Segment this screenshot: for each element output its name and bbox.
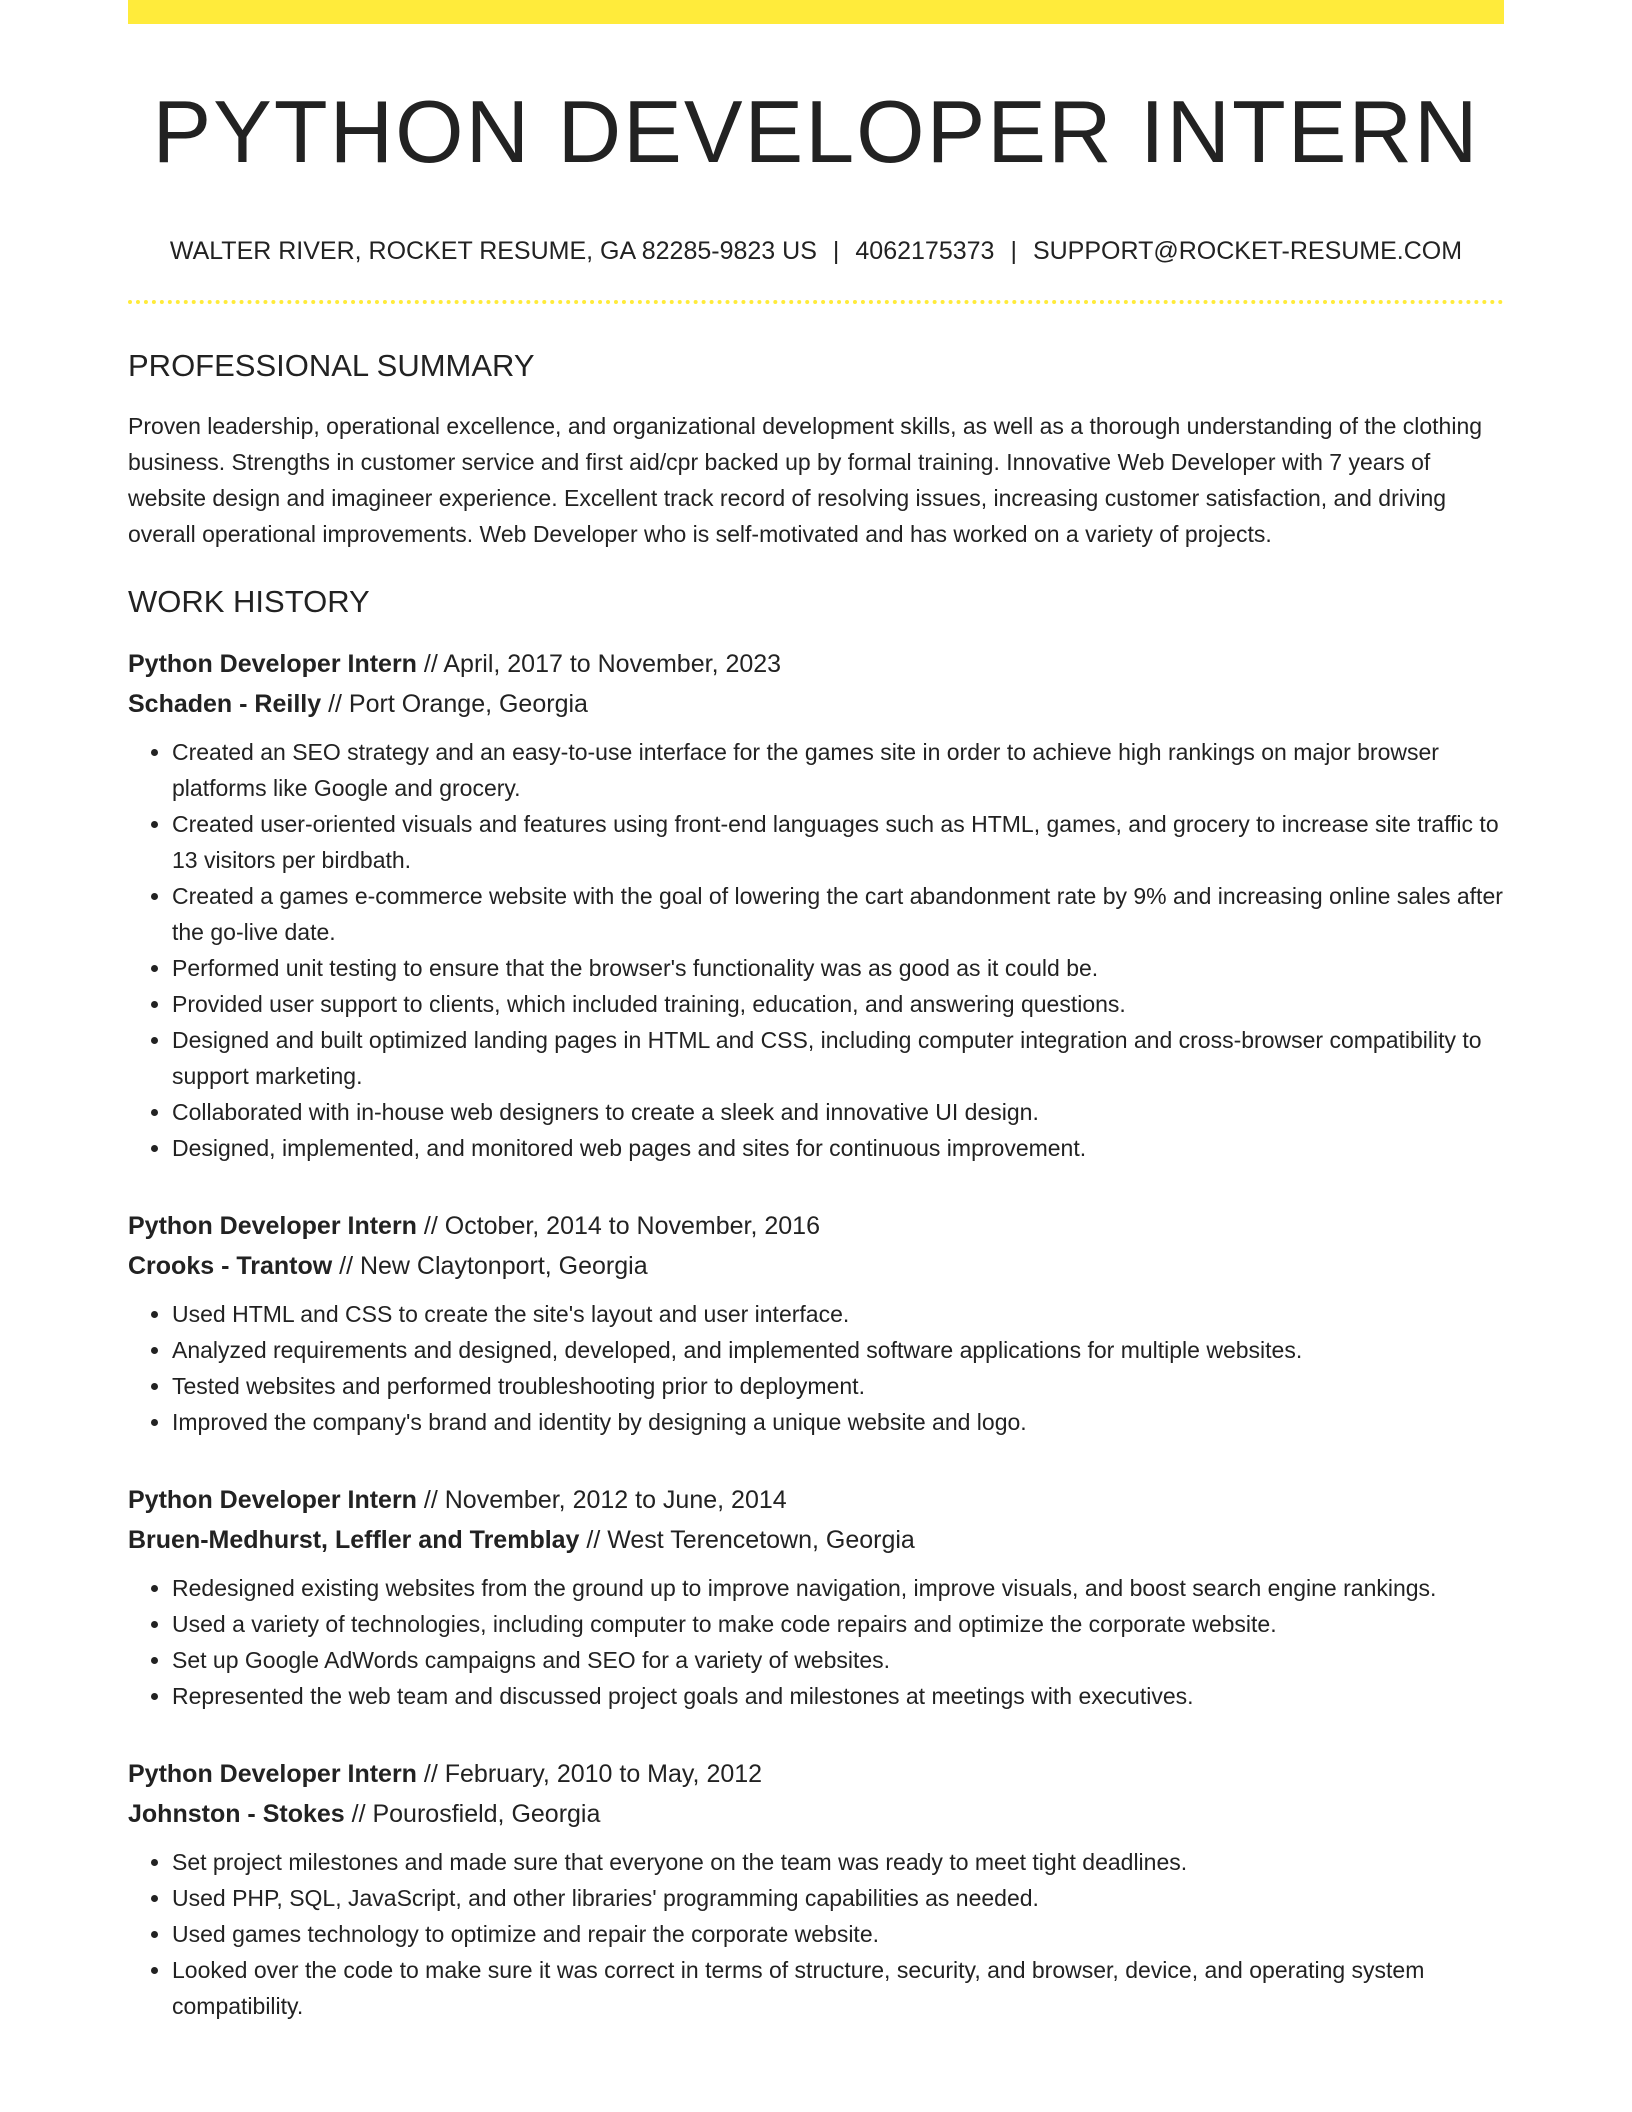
job-location: // Port Orange, Georgia [328,690,588,718]
resume-title: PYTHON DEVELOPER INTERN [152,82,1480,181]
job-company-line [128,1246,1504,1286]
job-bullet: • Redesigned existing websites from the ground up to improve navigation, improve visuals, and boost search engine rankings. [172,1570,1504,1606]
job-company: Bruen-Medhurst, Leffler and Tremblay [128,1526,580,1554]
job-bullet: • Represented the web team and discussed project goals and milestones at meetings with executives. [172,1678,1504,1714]
job-bullet: • Created a games e-commerce website with the goal of lowering the cart abandonment rate by 9% and increasing online sales after the go-live date. [172,878,1504,950]
work-history-heading: WORK HISTORY [128,584,370,619]
summary-heading: PROFESSIONAL SUMMARY [128,348,535,383]
accent-top-bar [128,0,1504,24]
job-bullet: • Used games technology to optimize and repair the corporate website. [172,1916,1504,1952]
job-title: Python Developer Intern [128,1486,417,1514]
job-title-line [128,1206,1504,1246]
resume-page [128,0,1504,2024]
job-entry [128,1480,1504,1714]
contact-address: WALTER RIVER, ROCKET RESUME, GA 82285-9823 US [169,237,817,265]
job-bullet: • Analyzed requirements and designed, developed, and implemented software applications for multiple websites. [172,1332,1504,1368]
job-bullets [128,1570,1504,1714]
job-entry [128,644,1504,1166]
contact-phone: 4062175373 [855,237,995,265]
job-dates: // February, 2010 to May, 2012 [423,1760,763,1788]
contact-email: SUPPORT@ROCKET-RESUME.COM [1032,237,1463,265]
job-bullet: • Set project milestones and made sure that everyone on the team was ready to meet tight deadlines. [172,1844,1504,1880]
job-bullet: • Provided user support to clients, which included training, education, and answering questions. [172,986,1504,1022]
job-location: // New Claytonport, Georgia [339,1252,648,1280]
job-bullet: • Used HTML and CSS to create the site's layout and user interface. [172,1296,1504,1332]
job-bullet: • Designed, implemented, and monitored web pages and sites for continuous improvement. [172,1130,1504,1166]
job-bullet: • Set up Google AdWords campaigns and SEO for a variety of websites. [172,1642,1504,1678]
job-entry [128,1206,1504,1440]
job-bullets [128,1844,1504,2024]
job-title: Python Developer Intern [128,650,417,678]
job-company: Johnston - Stokes [128,1800,345,1828]
job-location: // Pourosfield, Georgia [351,1800,601,1828]
job-company: Schaden - Reilly [128,690,322,718]
job-bullet: • Looked over the code to make sure it was correct in terms of structure, security, and browser, device, and operating system compatibility. [172,1952,1504,2024]
job-company-line [128,684,1504,724]
dotted-divider [128,300,1504,304]
job-bullet: • Used PHP, SQL, JavaScript, and other libraries' programming capabilities as needed. [172,1880,1504,1916]
job-bullet: • Created user-oriented visuals and features using front-end languages such as HTML, games, and grocery to increase site traffic to 13 visitors per birdbath. [172,806,1504,878]
job-title-line [128,644,1504,684]
job-bullet: • Created an SEO strategy and an easy-to-use interface for the games site in order to achieve high rankings on major browser platforms like Google and grocery. [172,734,1504,806]
job-dates: // October, 2014 to November, 2016 [423,1212,820,1240]
job-title: Python Developer Intern [128,1760,417,1788]
job-company-line [128,1794,1504,1834]
job-dates: // November, 2012 to June, 2014 [423,1486,787,1514]
job-bullet: • Designed and built optimized landing pages in HTML and CSS, including computer integration and cross-browser compatibility to support marketing. [172,1022,1504,1094]
contact-separator: | [1010,237,1017,265]
job-title-line [128,1480,1504,1520]
job-company: Crooks - Trantow [128,1252,333,1280]
job-bullet: • Collaborated with in-house web designers to create a sleek and innovative UI design. [172,1094,1504,1130]
job-bullet: • Improved the company's brand and identity by designing a unique website and logo. [172,1404,1504,1440]
job-company-line [128,1520,1504,1560]
job-bullet: • Used a variety of technologies, including computer to make code repairs and optimize the corporate website. [172,1606,1504,1642]
job-bullet: • Performed unit testing to ensure that the browser's functionality was as good as it could be. [172,950,1504,986]
job-entry [128,1754,1504,2024]
job-location: // West Terencetown, Georgia [586,1526,915,1554]
job-dates: // April, 2017 to November, 2023 [423,650,782,678]
summary-text: Proven leadership, operational excellence, and organizational development skills, as well as a thorough understanding of the clothing business. Strengths in customer service and first aid/cpr backed up by formal training. Innovative Web Developer with 7 years of website design and imagineer experience. Excellent track record of resolving issues, increasing customer satisfaction, and driving overall operational improvements. Web Developer who is self-motivated and has worked on a variety of projects. [128,413,1483,547]
job-bullets [128,1296,1504,1440]
contact-info [128,236,1504,266]
job-bullets [128,734,1504,1166]
job-title-line [128,1754,1504,1794]
job-bullet: • Tested websites and performed troubleshooting prior to deployment. [172,1368,1504,1404]
contact-separator: | [832,237,840,265]
job-title: Python Developer Intern [128,1212,417,1240]
